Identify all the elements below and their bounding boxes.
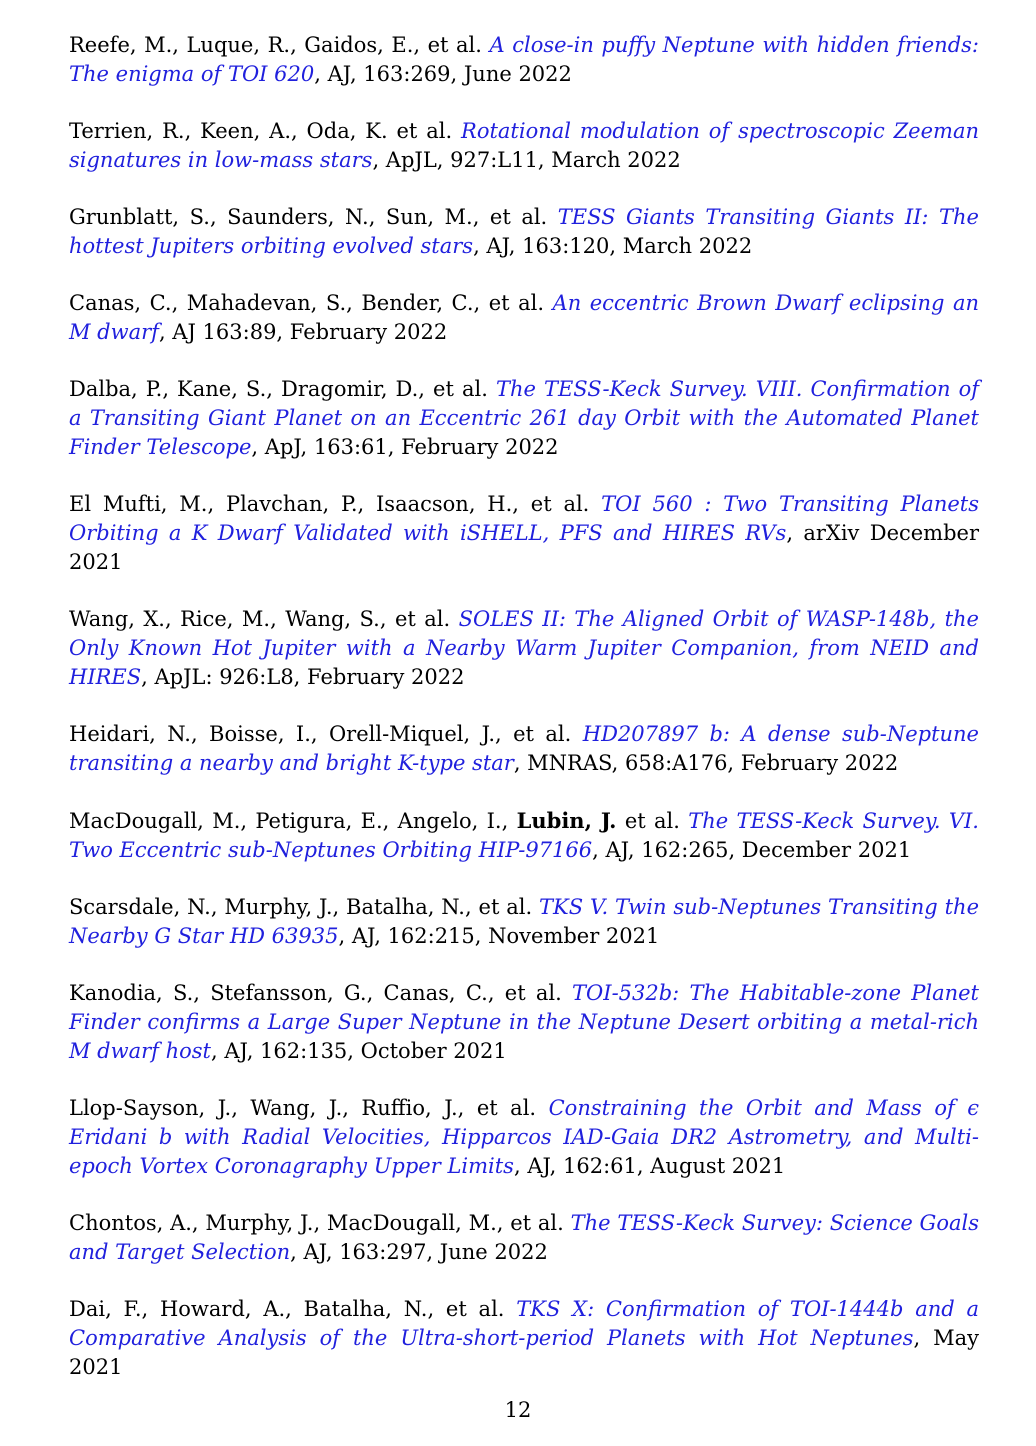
reference-venue: , AJ, 162:135, October 2021 — [211, 1039, 507, 1063]
reference-title-link[interactable]: Rotational modulation of spectroscopic Zeeman signatures in low-mass stars — [69, 119, 979, 172]
reference-venue: , AJ, 163:120, March 2022 — [473, 234, 753, 258]
reference-authors: Heidari, N., Boisse, I., Orell-Miquel, J., et al. — [69, 722, 572, 746]
reference-item — [69, 1295, 979, 1382]
reference-title-link[interactable]: The TESS-Keck Survey: Science Goals and Target Selection — [69, 1211, 979, 1264]
page-number: 12 — [504, 1398, 532, 1422]
reference-authors: MacDougall, M., Petigura, E., Angelo, I., — [69, 809, 509, 833]
reference-item — [69, 720, 979, 778]
reference-authors: Chontos, A., Murphy, J., MacDougall, M., et al. — [69, 1211, 564, 1235]
reference-item — [69, 806, 979, 865]
reference-title-link[interactable]: The TESS-Keck Survey. VIII. Confirmation of a Transiting Giant Planet on an Eccentric 261 day Orbit with the Automated Planet Finder Telescope — [69, 377, 979, 459]
reference-item — [69, 893, 979, 951]
reference-authors: Wang, X., Rice, M., Wang, S., et al. — [69, 607, 451, 631]
reference-authors-etal: et al. — [624, 809, 680, 833]
reference-venue: , AJ, 162:265, December 2021 — [592, 838, 912, 862]
reference-authors: Kanodia, S., Stefansson, G., Canas, C., et al. — [69, 981, 562, 1005]
reference-item — [69, 605, 979, 692]
reference-authors: Llop-Sayson, J., Wang, J., Ruffio, J., et al. — [69, 1096, 537, 1120]
reference-title-link[interactable]: TKS V. Twin sub-Neptunes Transiting the Nearby G Star HD 63935 — [69, 895, 979, 948]
reference-authors: Dalba, P., Kane, S., Dragomir, D., et al. — [69, 377, 488, 401]
reference-authors: Grunblatt, S., Saunders, N., Sun, M., et al. — [69, 205, 548, 229]
reference-venue: , arXiv December 2021 — [69, 521, 980, 574]
reference-venue: , ApJL, 927:L11, March 2022 — [372, 148, 681, 172]
reference-item — [69, 203, 979, 261]
reference-venue: , May 2021 — [69, 1326, 979, 1379]
reference-venue: , AJ, 163:297, June 2022 — [290, 1240, 548, 1264]
reference-venue: , AJ 163:89, February 2022 — [158, 320, 448, 344]
reference-venue: , ApJ, 163:61, February 2022 — [251, 435, 559, 459]
reference-authors: Canas, C., Mahadevan, S., Bender, C., et al. — [69, 291, 544, 315]
reference-title-link[interactable]: TKS X: Confirmation of TOI-1444b and a Comparative Analysis of the Ultra-short-period Planets with Hot Neptunes — [69, 1297, 979, 1350]
reference-authors: El Mufti, M., Plavchan, P., Isaacson, H., et al. — [69, 492, 590, 516]
reference-title-link[interactable]: SOLES II: The Aligned Orbit of WASP-148b, the Only Known Hot Jupiter with a Nearby Warm Jupiter Companion, from NEID and HIRES — [69, 607, 979, 689]
reference-title-link[interactable]: The TESS-Keck Survey. VI. Two Eccentric sub-Neptunes Orbiting HIP-97166 — [69, 809, 979, 862]
reference-title-link[interactable]: TOI-532b: The Habitable-zone Planet Finder confirms a Large Super Neptune in the Neptune Desert orbiting a metal-rich M dwarf host — [69, 981, 979, 1063]
reference-title-link[interactable]: TOI 560 : Two Transiting Planets Orbiting a K Dwarf Validated with iSHELL, PFS and HIRES RVs — [69, 492, 979, 545]
reference-highlighted-author: Lubin, J. — [516, 808, 617, 833]
reference-title-link[interactable]: Constraining the Orbit and Mass of ϵ Eridani b with Radial Velocities, Hipparcos IAD-Gaia DR2 Astrometry, and Multi-epoch Vortex Coronagraphy Upper Limits — [69, 1096, 979, 1178]
reference-title-link[interactable]: TESS Giants Transiting Giants II: The hottest Jupiters orbiting evolved stars — [69, 205, 979, 258]
reference-authors: Dai, F., Howard, A., Batalha, N., et al. — [69, 1297, 505, 1321]
reference-item — [69, 289, 979, 347]
reference-item — [69, 375, 979, 462]
reference-item — [69, 979, 979, 1066]
reference-item — [69, 117, 979, 175]
reference-venue: , MNRAS, 658:A176, February 2022 — [513, 751, 899, 775]
reference-venue: , ApJL: 926:L8, February 2022 — [141, 665, 465, 689]
reference-authors: Terrien, R., Keen, A., Oda, K. et al. — [69, 119, 453, 143]
reference-title-link[interactable]: An eccentric Brown Dwarf eclipsing an M dwarf — [69, 291, 979, 344]
reference-authors: Reefe, M., Luque, R., Gaidos, E., et al. — [69, 33, 482, 57]
reference-venue: , AJ, 162:61, August 2021 — [513, 1154, 786, 1178]
reference-title-link[interactable]: A close-in puffy Neptune with hidden friends: The enigma of TOI 620 — [69, 33, 979, 86]
reference-title-link[interactable]: HD207897 b: A dense sub-Neptune transiting a nearby and bright K-type star — [69, 722, 979, 775]
reference-item — [69, 490, 979, 577]
reference-venue: , AJ, 163:269, June 2022 — [314, 62, 572, 86]
reference-item — [69, 31, 979, 89]
reference-item — [69, 1209, 979, 1267]
reference-authors: Scarsdale, N., Murphy, J., Batalha, N., et al. — [69, 895, 533, 919]
reference-list — [69, 31, 979, 1410]
reference-item — [69, 1094, 979, 1181]
reference-venue: , AJ, 162:215, November 2021 — [338, 924, 660, 948]
